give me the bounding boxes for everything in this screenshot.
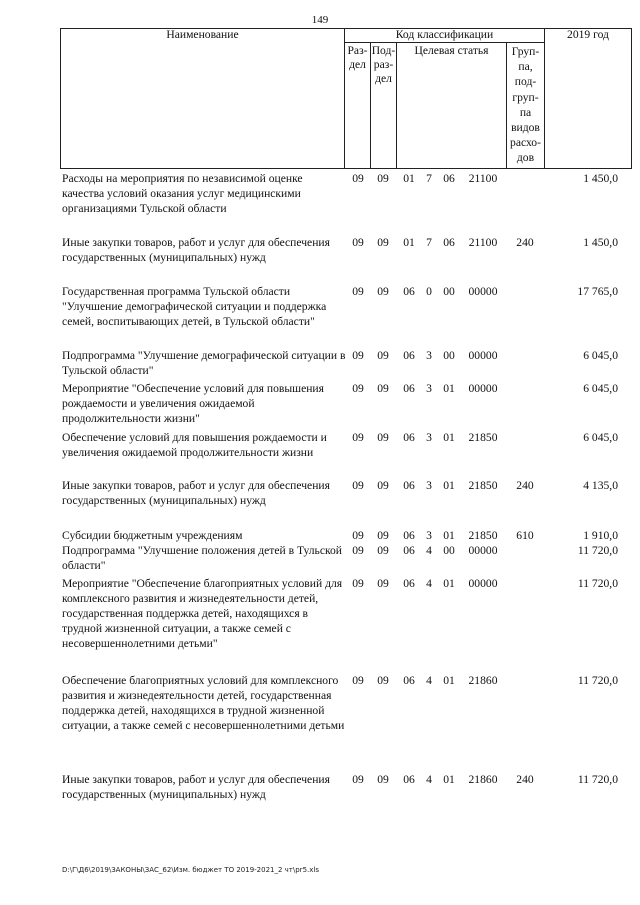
row-code-c2: 4: [426, 544, 432, 557]
row-code-c1: 06: [403, 479, 415, 492]
row-code-rz: 09: [352, 674, 364, 687]
row-code-c3: 01: [443, 577, 455, 590]
row-code-c1: 06: [403, 529, 415, 542]
row-code-c1: 06: [403, 773, 415, 786]
row-amount: 17 765,0: [577, 285, 618, 298]
row-code-c3: 01: [443, 479, 455, 492]
row-amount: 4 135,0: [583, 479, 618, 492]
row-code-c1: 01: [403, 172, 415, 185]
row-code-pr: 09: [377, 236, 389, 249]
row-amount: 1 910,0: [583, 529, 618, 542]
row-code-c2: 3: [426, 529, 432, 542]
code-group-divider: [344, 42, 544, 43]
row-code-rz: 09: [352, 349, 364, 362]
row-name: Государственная программа Тульской области "Улучшение демографической ситуации и поддержка семей, воспитывающих детей, в Тульской области": [62, 285, 327, 328]
row-code-c3: 01: [443, 431, 455, 444]
row-code-c3: 06: [443, 236, 455, 249]
row-code-c4: 00000: [468, 285, 498, 298]
row-code-pr: 09: [377, 773, 389, 786]
row-code-c1: 06: [403, 431, 415, 444]
header-name: Наименование: [166, 28, 239, 41]
row-code-c4: 21100: [468, 236, 498, 249]
row-code-rz: 09: [352, 773, 364, 786]
row-code-pr: 09: [377, 479, 389, 492]
row-code-c2: 7: [426, 236, 432, 249]
row-name: Подпрограмма "Улучшение положения детей в Тульской области": [62, 544, 343, 572]
row-code-c2: 4: [426, 773, 432, 786]
row-code-pr: 09: [377, 285, 389, 298]
row-name: Подпрограмма "Улучшение демографической ситуации в Тульской области": [62, 349, 346, 377]
row-code-c2: 4: [426, 674, 432, 687]
row-code-vr: 240: [516, 236, 534, 249]
row-name: Иные закупки товаров, работ и услуг для обеспечения государственных (муниципальных) нужд: [62, 479, 330, 507]
row-code-pr: 09: [377, 544, 389, 557]
row-code-pr: 09: [377, 674, 389, 687]
row-name: Обеспечение условий для повышения рождаемости и увеличения ожидаемой продолжительности жизни: [62, 431, 327, 459]
row-name: Мероприятие "Обеспечение условий для повышения рождаемости и увеличения ожидаемой продолжительности жизни": [62, 382, 324, 425]
row-amount: 6 045,0: [583, 382, 618, 395]
header-razdel: Раз- дел: [347, 44, 368, 71]
row-code-rz: 09: [352, 529, 364, 542]
header-year: 2019 год: [567, 28, 609, 41]
row-code-c1: 06: [403, 285, 415, 298]
row-amount: 6 045,0: [583, 349, 618, 362]
col-divider-gruppa: [544, 28, 545, 169]
row-amount: 6 045,0: [583, 431, 618, 444]
header-bottom-border: [60, 168, 632, 169]
col-divider-podrazdel: [396, 42, 397, 169]
row-code-c3: 00: [443, 544, 455, 557]
table-right-border: [631, 28, 632, 169]
row-code-rz: 09: [352, 285, 364, 298]
row-code-rz: 09: [352, 172, 364, 185]
row-code-c2: 7: [426, 172, 432, 185]
row-code-c3: 01: [443, 382, 455, 395]
row-code-c1: 06: [403, 577, 415, 590]
row-code-pr: 09: [377, 172, 389, 185]
row-code-pr: 09: [377, 529, 389, 542]
row-code-vr: 240: [516, 479, 534, 492]
row-code-rz: 09: [352, 544, 364, 557]
row-name: Мероприятие "Обеспечение благоприятных условий для комплексного развития и жизнедеятельности детей, государственная поддержка детей, находящихся в трудной жизненной ситуации, а также семей с несовершеннолетними детьми": [62, 577, 343, 650]
row-code-c1: 01: [403, 236, 415, 249]
table-left-border: [60, 28, 61, 169]
header-gruppa: Груп- па, под- груп- па видов расхо- дов: [510, 45, 541, 165]
row-code-c4: 00000: [468, 544, 498, 557]
row-code-rz: 09: [352, 382, 364, 395]
header-podrazdel: Под- раз- дел: [371, 44, 396, 85]
row-code-c3: 01: [443, 674, 455, 687]
row-name: Иные закупки товаров, работ и услуг для обеспечения государственных (муниципальных) нужд: [62, 236, 330, 264]
row-code-c4: 00000: [468, 349, 498, 362]
row-code-pr: 09: [377, 431, 389, 444]
file-path-footer: D:\Г\Д6\2019\ЗАКОНЫ\ЗАС_62\Изм. бюджет ТО 2019-2021_2 чт\pr5.xls: [62, 866, 319, 874]
row-code-c1: 06: [403, 674, 415, 687]
row-code-vr: 240: [516, 773, 534, 786]
row-code-c4: 21100: [468, 172, 498, 185]
row-code-c4: 00000: [468, 382, 498, 395]
row-code-c2: 4: [426, 577, 432, 590]
row-code-c2: 0: [426, 285, 432, 298]
row-code-pr: 09: [377, 577, 389, 590]
row-code-pr: 09: [377, 349, 389, 362]
row-name: Обеспечение благоприятных условий для комплексного развития и жизнедеятельности детей, государственная поддержка детей, находящихся в трудной жизненной ситуации, а также семей с несовершеннолетними детьми: [62, 674, 345, 732]
row-code-c4: 21850: [468, 431, 498, 444]
row-code-c2: 3: [426, 382, 432, 395]
row-name: Иные закупки товаров, работ и услуг для обеспечения государственных (муниципальных) нужд: [62, 773, 330, 801]
row-code-rz: 09: [352, 479, 364, 492]
row-code-c4: 21860: [468, 773, 498, 786]
header-code-group: Код классификации: [395, 28, 494, 41]
row-name: Субсидии бюджетным учреждениям: [62, 529, 243, 542]
row-amount: 1 450,0: [583, 236, 618, 249]
row-code-c3: 00: [443, 285, 455, 298]
row-code-c1: 06: [403, 349, 415, 362]
row-code-c2: 3: [426, 479, 432, 492]
row-code-c4: 21850: [468, 529, 498, 542]
row-amount: 11 720,0: [577, 577, 618, 590]
page-number: 149: [311, 14, 329, 26]
row-code-c2: 3: [426, 431, 432, 444]
row-code-rz: 09: [352, 577, 364, 590]
row-amount: 11 720,0: [577, 674, 618, 687]
row-code-c3: 00: [443, 349, 455, 362]
row-amount: 11 720,0: [577, 773, 618, 786]
row-code-c4: 21860: [468, 674, 498, 687]
row-code-c4: 21850: [468, 479, 498, 492]
row-code-rz: 09: [352, 236, 364, 249]
row-code-c3: 01: [443, 773, 455, 786]
row-code-c3: 06: [443, 172, 455, 185]
row-code-pr: 09: [377, 382, 389, 395]
row-code-c4: 00000: [468, 577, 498, 590]
row-code-vr: 610: [516, 529, 534, 542]
header-celevaya: Целевая статья: [414, 44, 489, 57]
row-code-rz: 09: [352, 431, 364, 444]
row-amount: 11 720,0: [577, 544, 618, 557]
row-code-c1: 06: [403, 382, 415, 395]
row-amount: 1 450,0: [583, 172, 618, 185]
row-code-c1: 06: [403, 544, 415, 557]
row-code-c3: 01: [443, 529, 455, 542]
row-code-c2: 3: [426, 349, 432, 362]
row-name: Расходы на мероприятия по независимой оценке качества условий оказания услуг медицинскими организациями Тульской области: [62, 172, 303, 215]
